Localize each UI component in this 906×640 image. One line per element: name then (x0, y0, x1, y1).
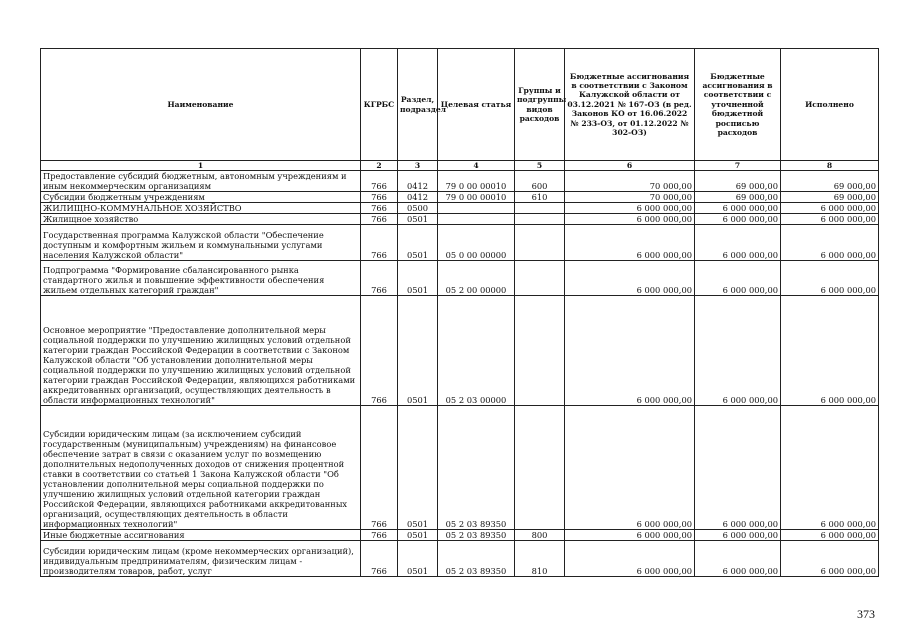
row-name: Иные бюджетные ассигнования (41, 530, 361, 541)
row-statya: 05 2 03 89350 (438, 530, 515, 541)
column-number: 3 (398, 161, 438, 171)
row-rospis: 6 000 000,00 (695, 406, 781, 530)
header-law-allocation: Бюджетные ассигнования в соответствии с Законом Калужской области от 03.12.2021 № 167-ОЗ (в ред. Законов КО от 16.06.2022 № 233-ОЗ, от 01.12.2022 № 302-ОЗ) (565, 49, 695, 161)
row-statya (438, 214, 515, 225)
header-name: Наименование (41, 49, 361, 161)
row-name: Субсидии юридическим лицам (за исключением субсидий государственным (муниципальным) учреждениям) на финансовое обеспечение затрат в связи с оказанием услуг по возмещению дополнительных недополученных доходов от снижения процентной ставки в соответствии со статьей 1 Закона Калужской области "Об установлении дополнительной меры социальной поддержки по улучшению жилищных условий отдельной категории граждан Российской Федерации, являющихся работниками аккредитованных организаций, осуществляющих деятельность в области информационных технологий" (41, 406, 361, 530)
row-razdel: 0501 (398, 214, 438, 225)
row-vid: 810 (515, 541, 565, 577)
row-kgrbs: 766 (361, 225, 398, 261)
row-statya: 05 2 00 00000 (438, 261, 515, 296)
row-vid: 600 (515, 171, 565, 192)
row-law: 6 000 000,00 (565, 225, 695, 261)
row-razdel: 0412 (398, 171, 438, 192)
row-ispolneno: 6 000 000,00 (781, 261, 879, 296)
row-ispolneno: 6 000 000,00 (781, 214, 879, 225)
row-rospis: 6 000 000,00 (695, 203, 781, 214)
row-name: Субсидии юридическим лицам (кроме некоммерческих организаций), индивидуальным предпринимателям, физическим лицам - производителям товаров, работ, услуг (41, 541, 361, 577)
row-name: Предоставление субсидий бюджетным, автономным учреждениям и иным некоммерческим организациям (41, 171, 361, 192)
row-ispolneno: 6 000 000,00 (781, 203, 879, 214)
row-statya (438, 203, 515, 214)
row-vid (515, 203, 565, 214)
row-vid (515, 296, 565, 406)
row-vid (515, 225, 565, 261)
row-law: 70 000,00 (565, 192, 695, 203)
row-statya: 79 0 00 00010 (438, 171, 515, 192)
row-law: 6 000 000,00 (565, 261, 695, 296)
row-law: 6 000 000,00 (565, 296, 695, 406)
header-vid: Группы и подгруппы видов расходов (515, 49, 565, 161)
row-razdel: 0501 (398, 406, 438, 530)
row-rospis: 6 000 000,00 (695, 530, 781, 541)
row-name: Жилищное хозяйство (41, 214, 361, 225)
column-number: 6 (565, 161, 695, 171)
row-rospis: 69 000,00 (695, 171, 781, 192)
row-kgrbs: 766 (361, 406, 398, 530)
row-razdel: 0412 (398, 192, 438, 203)
row-ispolneno: 6 000 000,00 (781, 530, 879, 541)
header-row (41, 49, 879, 161)
row-name: Подпрограмма "Формирование сбалансированного рынка стандартного жилья и повышение эффективности обеспечения жильем отдельных категорий граждан" (41, 261, 361, 296)
header-ispolneno: Исполнено (781, 49, 879, 161)
table-row (41, 192, 879, 203)
row-kgrbs: 766 (361, 203, 398, 214)
row-law: 6 000 000,00 (565, 203, 695, 214)
row-kgrbs: 766 (361, 261, 398, 296)
row-vid (515, 406, 565, 530)
header-razdel: Раздел, подраздел (398, 49, 438, 161)
budget-table (40, 48, 879, 577)
row-kgrbs: 766 (361, 296, 398, 406)
page-number: 373 (857, 607, 875, 621)
row-rospis: 6 000 000,00 (695, 214, 781, 225)
row-kgrbs: 766 (361, 214, 398, 225)
row-law: 6 000 000,00 (565, 214, 695, 225)
row-rospis: 69 000,00 (695, 192, 781, 203)
column-number: 2 (361, 161, 398, 171)
table-row (41, 171, 879, 192)
row-kgrbs: 766 (361, 541, 398, 577)
row-vid: 800 (515, 530, 565, 541)
row-rospis: 6 000 000,00 (695, 541, 781, 577)
header-statya: Целевая статья (438, 49, 515, 161)
row-razdel: 0501 (398, 530, 438, 541)
row-razdel: 0501 (398, 225, 438, 261)
table-row (41, 214, 879, 225)
column-number-row (41, 161, 879, 171)
column-number: 1 (41, 161, 361, 171)
row-vid (515, 261, 565, 296)
row-law: 6 000 000,00 (565, 406, 695, 530)
header-rospis-allocation: Бюджетные ассигнования в соответствии с уточненной бюджетной росписью расходов (695, 49, 781, 161)
row-rospis: 6 000 000,00 (695, 296, 781, 406)
row-law: 6 000 000,00 (565, 530, 695, 541)
row-statya: 05 2 03 89350 (438, 541, 515, 577)
row-kgrbs: 766 (361, 192, 398, 203)
row-ispolneno: 6 000 000,00 (781, 296, 879, 406)
column-number: 4 (438, 161, 515, 171)
table-row (41, 203, 879, 214)
row-ispolneno: 6 000 000,00 (781, 406, 879, 530)
row-razdel: 0501 (398, 541, 438, 577)
header-kgrbs: КГРБС (361, 49, 398, 161)
row-statya: 05 0 00 00000 (438, 225, 515, 261)
row-statya: 05 2 03 89350 (438, 406, 515, 530)
column-number: 8 (781, 161, 879, 171)
row-ispolneno: 6 000 000,00 (781, 225, 879, 261)
row-name: ЖИЛИЩНО-КОММУНАЛЬНОЕ ХОЗЯЙСТВО (41, 203, 361, 214)
row-name: Субсидии бюджетным учреждениям (41, 192, 361, 203)
row-name: Основное мероприятие "Предоставление дополнительной меры социальной поддержки по улучшению жилищных условий отдельной категории граждан Российской Федерации в соответствии с Законом Калужской области "Об установлении дополнительной меры социальной поддержки по улучшению жилищных условий отдельной категории граждан Российской Федерации, являющихся работниками аккредитованных организаций, осуществляющих деятельность в области информационных технологий" (41, 296, 361, 406)
row-razdel: 0501 (398, 296, 438, 406)
row-razdel: 0500 (398, 203, 438, 214)
table-row (41, 296, 879, 406)
table-row (41, 225, 879, 261)
row-razdel: 0501 (398, 261, 438, 296)
table-row (41, 406, 879, 530)
row-statya: 79 0 00 00010 (438, 192, 515, 203)
row-vid (515, 214, 565, 225)
row-ispolneno: 6 000 000,00 (781, 541, 879, 577)
row-statya: 05 2 03 00000 (438, 296, 515, 406)
row-vid: 610 (515, 192, 565, 203)
column-number: 7 (695, 161, 781, 171)
row-law: 70 000,00 (565, 171, 695, 192)
row-rospis: 6 000 000,00 (695, 261, 781, 296)
table-row (41, 530, 879, 541)
row-rospis: 6 000 000,00 (695, 225, 781, 261)
row-kgrbs: 766 (361, 171, 398, 192)
row-kgrbs: 766 (361, 530, 398, 541)
row-law: 6 000 000,00 (565, 541, 695, 577)
row-ispolneno: 69 000,00 (781, 192, 879, 203)
row-name: Государственная программа Калужской области "Обеспечение доступным и комфортным жильем и коммунальными услугами населения Калужской области" (41, 225, 361, 261)
table-row (41, 261, 879, 296)
table-row (41, 541, 879, 577)
column-number: 5 (515, 161, 565, 171)
row-ispolneno: 69 000,00 (781, 171, 879, 192)
